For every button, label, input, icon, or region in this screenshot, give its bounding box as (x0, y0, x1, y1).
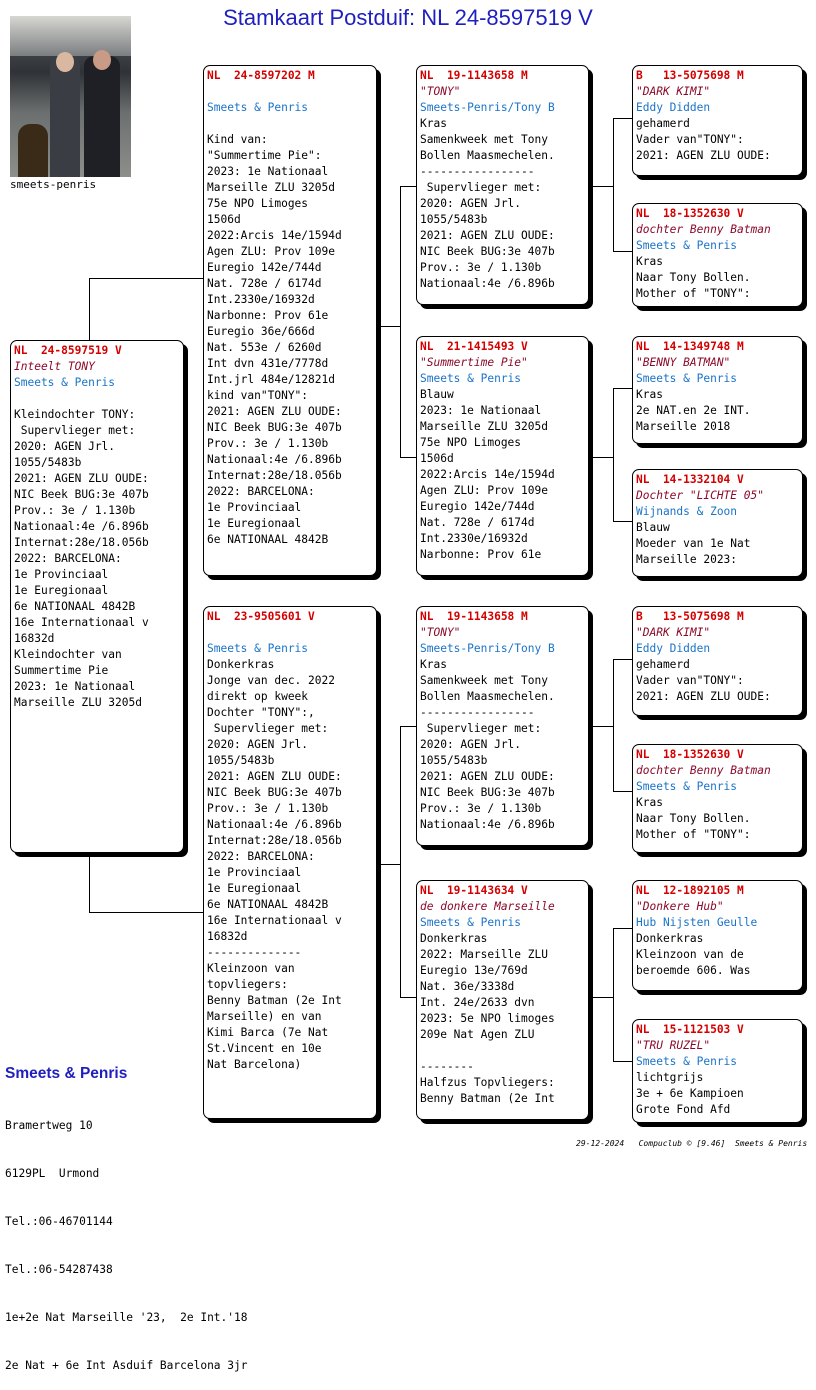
info-line: Kleindochter van (14, 648, 122, 661)
breeder-address: Bramertweg 10 (5, 1119, 93, 1132)
pigeon-name: de donkere Marseille (420, 900, 555, 913)
info-line: Prov.: 3e / 1.130b (207, 802, 329, 815)
info-line: 2021: AGEN ZLU OUDE: (420, 229, 555, 242)
info-line: Kras (636, 255, 663, 268)
info-line: 6e NATIONAAL 4842B (14, 600, 136, 613)
info-line: 1e Provinciaal (14, 568, 109, 581)
breeder-achievement-2: 2e Nat + 6e Int Asduif Barcelona 3jr (5, 1359, 248, 1372)
info-line: 1e Provinciaal (207, 501, 302, 514)
info-line: Narbonne: Prov 61e (420, 548, 542, 561)
ring-number: NL 18-1352630 V (636, 748, 744, 761)
info-line: Supervlieger met: (14, 424, 136, 437)
info-line: Narbonne: Prov 61e (207, 309, 329, 322)
page-title: Stamkaart Postduif: NL 24-8597519 V (223, 5, 593, 30)
info-line: 1506d (207, 213, 241, 226)
info-line: Nat. 728e / 6174d (420, 516, 535, 529)
info-line: Halfzus Topvliegers: (420, 1076, 555, 1089)
pigeon-name: dochter Benny Batman (636, 223, 771, 236)
info-line: Supervlieger met: (207, 722, 329, 735)
breeder-phone-2: Tel.:06-54287438 (5, 1263, 113, 1276)
info-line: Marseille 2018 (636, 420, 731, 433)
owner-name: Smeets & Penris (207, 642, 309, 655)
info-line: Nationaal:4e /6.896b (420, 277, 555, 290)
info-line: 1055/5483b (207, 754, 275, 767)
info-line: 2023: 5e NPO limoges (420, 1012, 555, 1025)
pigeon-name: "Summertime Pie" (420, 356, 528, 369)
owner-name: Hub Nijsten Geulle (636, 916, 758, 929)
info-line: St.Vincent en 10e (207, 1042, 322, 1055)
pigeon-name: "DARK KIMI" (636, 626, 711, 639)
pigeon-name (207, 84, 373, 100)
info-line: 1e Euregionaal (207, 882, 302, 895)
pigeon-card-fff[interactable] (632, 65, 803, 176)
owner-name: Smeets & Penris (636, 780, 738, 793)
info-line: Int dvn 431e/7778d (207, 357, 329, 370)
info-line: 2021: AGEN ZLU OUDE: (14, 472, 149, 485)
info-line: Benny Batman (2e Int (207, 994, 342, 1007)
ring-number: NL 15-1121503 V (636, 1023, 744, 1036)
info-line: 1e Provinciaal (207, 866, 302, 879)
ring-number: NL 23-9505601 V (207, 610, 315, 623)
info-line: 2023: 1e Nationaal (207, 165, 329, 178)
info-line: Supervlieger met: (420, 722, 542, 735)
pigeon-card-father[interactable] (203, 65, 377, 576)
breeder-city: 6129PL Urmond (5, 1167, 100, 1180)
info-line: -------- (420, 1060, 474, 1073)
info-line: 2020: AGEN Jrl. (207, 738, 309, 751)
info-line: Euregio 13e/769d (420, 964, 528, 977)
info-line: Donkerkras (207, 658, 275, 671)
info-line: 16832d (14, 632, 55, 645)
ring-number: NL 18-1352630 V (636, 207, 744, 220)
info-line: beroemde 606. Was (636, 964, 751, 977)
info-line: Nat. 553e / 6260d (207, 341, 322, 354)
info-line: -------------- (207, 946, 302, 959)
photo-caption: smeets-penris (10, 178, 97, 191)
pigeon-name: "TONY" (420, 626, 461, 639)
pigeon-card-mff[interactable] (632, 606, 803, 716)
info-line: 2021: AGEN ZLU OUDE: (636, 149, 771, 162)
pigeon-card-mother-mother[interactable] (416, 880, 589, 1120)
info-line: Nationaal:4e /6.896b (14, 520, 149, 533)
info-line: Bollen Maasmechelen. (420, 690, 555, 703)
info-line: Prov.: 3e / 1.130b (420, 802, 542, 815)
owner-name: Smeets & Penris (420, 372, 522, 385)
info-line: 2023: 1e Nationaal (420, 404, 542, 417)
breeder-name: Smeets & Penris (5, 1065, 128, 1082)
info-line: Bollen Maasmechelen. (420, 149, 555, 162)
info-line: NIC Beek BUG:3e 407b (207, 786, 342, 799)
owners-photo (10, 16, 131, 177)
pigeon-card-mfm[interactable] (632, 744, 803, 853)
pigeon-card-mmm[interactable] (632, 1019, 803, 1123)
info-line: Nationaal:4e /6.896b (207, 818, 342, 831)
pigeon-card-subject[interactable] (10, 340, 184, 853)
info-line: Naar Tony Bollen. (636, 271, 751, 284)
info-line: 2022: BARCELONA: (207, 850, 315, 863)
info-line: Nat. 36e/3338d (420, 980, 515, 993)
info-line: 2022: Marseille ZLU (420, 948, 548, 961)
info-line: Kras (636, 388, 663, 401)
pigeon-name (207, 625, 373, 641)
pigeon-name: "TRU RUZEL" (636, 1039, 711, 1052)
info-line: 2020: AGEN Jrl. (420, 197, 522, 210)
info-line: Kras (420, 658, 447, 671)
info-line: Internat:28e/18.056b (207, 834, 342, 847)
info-line: Internat:28e/18.056b (207, 469, 342, 482)
info-line: 2020: AGEN Jrl. (14, 440, 116, 453)
info-line: 2022: BARCELONA: (14, 552, 122, 565)
info-line: Marseille ZLU 3205d (14, 696, 142, 709)
info-line: "Summertime Pie": (207, 149, 322, 162)
info-line: Nat Barcelona) (207, 1058, 302, 1071)
info-line: Internat:28e/18.056b (14, 536, 149, 549)
info-line: 16e Internationaal v (207, 914, 342, 927)
ring-number: NL 14-1349748 M (636, 340, 744, 353)
breeder-phone-1: Tel.:06-46701144 (5, 1215, 113, 1228)
info-line: Vader van"TONY": (636, 133, 744, 146)
pigeon-card-father-father[interactable] (416, 65, 589, 305)
owner-name: Smeets & Penris (14, 376, 116, 389)
info-line: Samenkweek met Tony (420, 674, 548, 687)
ring-number: NL 14-1332104 V (636, 473, 744, 486)
info-line: Int.jrl 484e/12821d (207, 373, 335, 386)
owner-name: Wijnands & Zoon (636, 505, 738, 518)
info-line: Dochter "TONY":, (207, 706, 315, 719)
info-line: 6e NATIONAAL 4842B (207, 898, 329, 911)
info-line: Samenkweek met Tony (420, 133, 548, 146)
owner-name: Smeets & Penris (420, 916, 522, 929)
info-line: 2022:Arcis 14e/1594d (420, 468, 555, 481)
ring-number: NL 19-1143634 V (420, 884, 528, 897)
info-line: Int. 24e/2633 dvn (420, 996, 535, 1009)
info-line: Kind van: (207, 133, 268, 146)
info-line: Euregio 142e/744d (420, 500, 535, 513)
info-line: 16832d (207, 930, 248, 943)
info-line: Mother of "TONY": (636, 287, 751, 300)
owner-name: Eddy Didden (636, 101, 711, 114)
breeder-info (5, 1034, 247, 1390)
pigeon-name: "DARK KIMI" (636, 85, 711, 98)
info-line: 6e NATIONAAL 4842B (207, 533, 329, 546)
info-line: Blauw (636, 521, 670, 534)
info-line: Supervlieger met: (420, 181, 542, 194)
info-line: 2021: AGEN ZLU OUDE: (636, 690, 771, 703)
pigeon-name: "TONY" (420, 85, 461, 98)
info-line: Kras (420, 117, 447, 130)
info-line: Nat. 728e / 6174d (207, 277, 322, 290)
info-line: Marseille ZLU 3205d (420, 420, 548, 433)
info-line: Grote Fond Afd (636, 1103, 731, 1116)
info-line: Mother of "TONY": (636, 828, 751, 841)
pigeon-card-fmf[interactable] (632, 336, 803, 444)
info-line: 2022:Arcis 14e/1594d (207, 229, 342, 242)
ring-number: B 13-5075698 M (636, 69, 744, 82)
info-line: Benny Batman (2e Int (420, 1092, 555, 1105)
info-line: 2e NAT.en 2e INT. (636, 404, 751, 417)
info-line: Marseille 2023: (636, 553, 738, 566)
info-line: Euregio 142e/744d (207, 261, 322, 274)
info-line (14, 391, 180, 407)
info-line: ----------------- (420, 706, 535, 719)
info-line: 2021: AGEN ZLU OUDE: (207, 770, 342, 783)
info-line: Jonge van dec. 2022 (207, 674, 335, 687)
info-line: Kleindochter TONY: (14, 408, 136, 421)
info-line: gehamerd (636, 658, 690, 671)
info-line: Kras (636, 796, 663, 809)
pigeon-name: Dochter "LICHTE 05" (636, 489, 764, 502)
info-line: ----------------- (420, 165, 535, 178)
info-line: 3e + 6e Kampioen (636, 1087, 744, 1100)
info-line: Kleinzoon van (207, 962, 295, 975)
owner-name: Smeets-Penris/Tony B (420, 101, 555, 114)
info-line: Agen ZLU: Prov 109e (420, 484, 548, 497)
info-line: 2021: AGEN ZLU OUDE: (207, 405, 342, 418)
ring-number: NL 12-1892105 M (636, 884, 744, 897)
owner-name: Eddy Didden (636, 642, 711, 655)
info-line: NIC Beek BUG:3e 407b (420, 245, 555, 258)
info-line: Kleinzoon van de (636, 948, 744, 961)
info-line (420, 1043, 585, 1059)
pigeon-name: "BENNY BATMAN" (636, 356, 731, 369)
info-line: 75e NPO Limoges (420, 436, 522, 449)
info-line: Donkerkras (636, 932, 704, 945)
info-line: NIC Beek BUG:3e 407b (420, 786, 555, 799)
info-line: NIC Beek BUG:3e 407b (207, 421, 342, 434)
info-line: topvliegers: (207, 978, 288, 991)
ring-number: NL 19-1143658 M (420, 610, 528, 623)
pigeon-name: Inteelt TONY (14, 360, 95, 373)
info-line: Prov.: 3e / 1.130b (14, 504, 136, 517)
info-line: lichtgrijs (636, 1071, 704, 1084)
info-line: Kimi Barca (7e Nat (207, 1026, 329, 1039)
info-line: Naar Tony Bollen. (636, 812, 751, 825)
pigeon-name: dochter Benny Batman (636, 764, 771, 777)
info-line: Donkerkras (420, 932, 488, 945)
info-line: 75e NPO Limoges (207, 197, 309, 210)
info-line: 1055/5483b (420, 754, 488, 767)
info-line: Marseille ZLU 3205d (207, 181, 335, 194)
info-line: Summertime Pie (14, 664, 109, 677)
pigeon-card-mother-father[interactable] (416, 606, 589, 846)
info-line: Int.2330e/16932d (420, 532, 528, 545)
info-line: Int.2330e/16932d (207, 293, 315, 306)
info-line: Blauw (420, 388, 454, 401)
info-line: Nationaal:4e /6.896b (207, 453, 342, 466)
owner-name: Smeets-Penris/Tony B (420, 642, 555, 655)
info-line: gehamerd (636, 117, 690, 130)
owner-name: Smeets & Penris (636, 372, 738, 385)
owner-name: Smeets & Penris (207, 101, 309, 114)
info-line: Prov.: 3e / 1.130b (207, 437, 329, 450)
info-line: Vader van"TONY": (636, 674, 744, 687)
info-line: 2023: 1e Nationaal (14, 680, 136, 693)
info-line: 1e Euregionaal (207, 517, 302, 530)
breeder-achievement-1: 1e+2e Nat Marseille '23, 2e Int.'18 (5, 1311, 248, 1324)
info-line: 209e Nat Agen ZLU (420, 1028, 535, 1041)
info-line: 1e Euregionaal (14, 584, 109, 597)
info-line (207, 116, 373, 132)
info-line: Euregio 36e/666d (207, 325, 315, 338)
pigeon-card-ffm[interactable] (632, 203, 803, 307)
pigeon-card-mmf[interactable] (632, 880, 803, 991)
ring-number: B 13-5075698 M (636, 610, 744, 623)
info-line: 16e Internationaal v (14, 616, 149, 629)
info-line: 2021: AGEN ZLU OUDE: (420, 770, 555, 783)
info-line: NIC Beek BUG:3e 407b (14, 488, 149, 501)
info-line: Marseille) en van (207, 1010, 322, 1023)
ring-number: NL 24-8597519 V (14, 344, 122, 357)
info-line: 1506d (420, 452, 454, 465)
info-line: 2020: AGEN Jrl. (420, 738, 522, 751)
info-line: 2022: BARCELONA: (207, 485, 315, 498)
info-line: Agen ZLU: Prov 109e (207, 245, 335, 258)
info-line: direkt op kweek (207, 690, 309, 703)
ring-number: NL 21-1415493 V (420, 340, 528, 353)
ring-number: NL 24-8597202 M (207, 69, 315, 82)
footer-credits: 29-12-2024 Compuclub © [9.46] Smeets & Penris (576, 1139, 808, 1148)
pigeon-card-father-mother[interactable] (416, 336, 589, 576)
owner-name: Smeets & Penris (636, 239, 738, 252)
info-line: 1055/5483b (14, 456, 82, 469)
info-line: Nationaal:4e /6.896b (420, 818, 555, 831)
pigeon-card-fmm[interactable] (632, 469, 803, 577)
ring-number: NL 19-1143658 M (420, 69, 528, 82)
info-line: Moeder van 1e Nat (636, 537, 751, 550)
info-line: kind van"TONY": (207, 389, 309, 402)
info-line: 1055/5483b (420, 213, 488, 226)
info-line: Prov.: 3e / 1.130b (420, 261, 542, 274)
owner-name: Smeets & Penris (636, 1055, 738, 1068)
pigeon-name: "Donkere Hub" (636, 900, 724, 913)
